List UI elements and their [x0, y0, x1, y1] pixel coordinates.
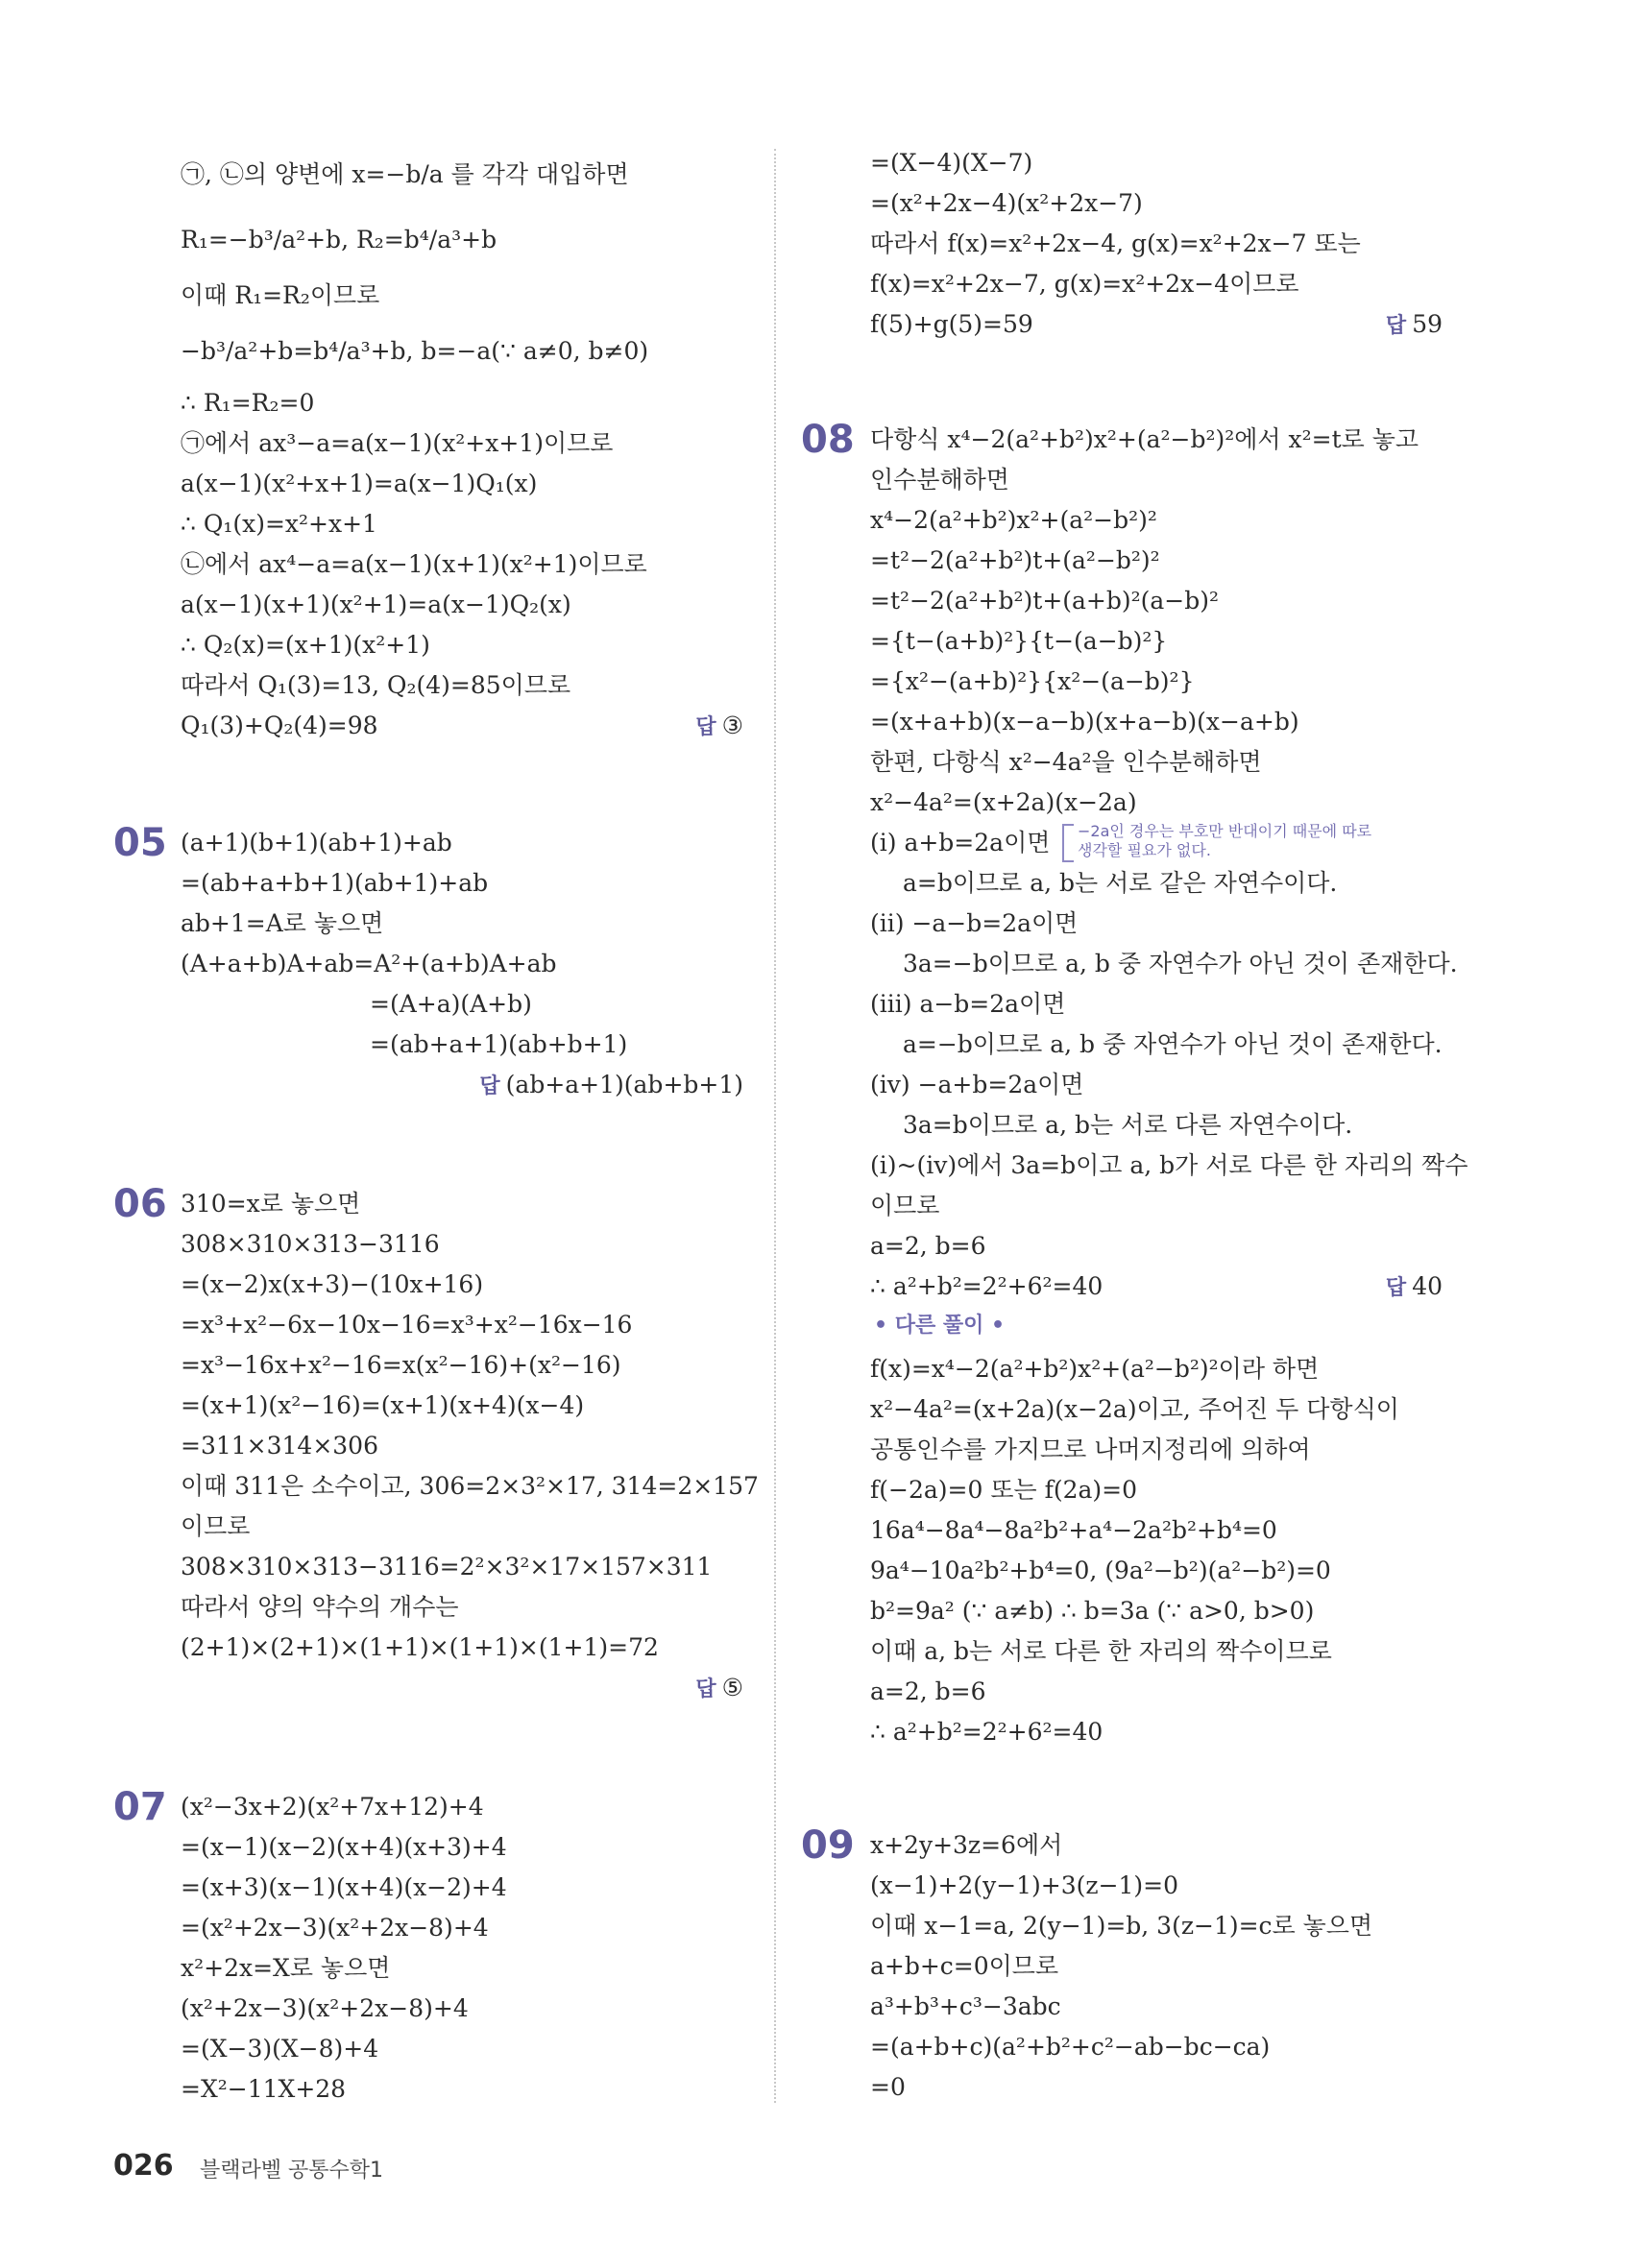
answer-value: 40: [1412, 1272, 1443, 1300]
answer-box: [1386, 309, 1443, 342]
solution-line: =(x−1)(x−2)(x+4)(x+3)+4: [181, 1833, 507, 1861]
solution-line: 이때 x−1=a, 2(y−1)=b, 3(z−1)=c로 놓으면: [870, 1912, 1373, 1940]
solution-line: =(ab+a+1)(ab+b+1): [370, 1030, 628, 1058]
book-title: 블랙라벨 공통수학1: [200, 2159, 384, 2183]
solution-line: =0: [870, 2073, 906, 2101]
solution-line: f(x)=x⁴−2(a²+b²)x²+(a²−b²)²이라 하면: [870, 1355, 1320, 1383]
problem-number: 07: [113, 1785, 167, 1829]
note-bracket: [1062, 824, 1074, 862]
answer-label: 답: [1385, 1276, 1407, 1300]
solution-line: f(−2a)=0 또는 f(2a)=0: [870, 1476, 1137, 1504]
solution-line: (ⅰ)~(ⅳ)에서 3a=b이고 a, b가 서로 다른 한 자리의 짝수: [870, 1151, 1468, 1179]
case-line: (ⅱ) −a−b=2a이면: [870, 909, 1079, 937]
solution-line: x⁴−2(a²+b²)x²+(a²−b²)²: [870, 506, 1157, 534]
solution-line: 공통인수를 가지므로 나머지정리에 의하여: [870, 1436, 1311, 1463]
problem-number: 06: [113, 1182, 167, 1226]
solution-line: 한편, 다항식 x²−4a²을 인수분해하면: [870, 748, 1262, 776]
intro-line: a(x−1)(x²+x+1)=a(x−1)Q₁(x): [181, 470, 538, 497]
problem-number: 05: [113, 821, 167, 865]
solution-line: 9a⁴−10a²b²+b⁴=0, (9a²−b²)(a²−b²)=0: [870, 1556, 1331, 1584]
column-divider: [774, 149, 776, 2103]
solution-line: =(x+3)(x−1)(x+4)(x−2)+4: [181, 1873, 507, 1901]
case-line: (ⅲ) a−b=2a이면: [870, 990, 1066, 1018]
intro-line: 따라서 Q₁(3)=13, Q₂(4)=85이므로: [181, 671, 571, 699]
solution-line: 따라서 양의 약수의 개수는: [181, 1593, 459, 1621]
solution-line: =311×314×306: [181, 1432, 378, 1460]
solution-line: x²−4a²=(x+2a)(x−2a): [870, 788, 1137, 816]
intro-line: ㉡에서 ax⁴−a=a(x−1)(x+1)(x²+1)이므로: [181, 550, 647, 578]
answer-value: ⑤: [721, 1674, 743, 1701]
solution-line: (x−1)+2(y−1)+3(z−1)=0: [870, 1871, 1179, 1899]
answer-value: (ab+a+1)(ab+b+1): [505, 1071, 743, 1098]
solution-line: (a+1)(b+1)(ab+1)+ab: [181, 829, 452, 857]
answer-box: [1386, 1271, 1443, 1304]
solution-line: =(x−2)x(x+3)−(10x+16): [181, 1270, 484, 1298]
solution-line: 다항식 x⁴−2(a²+b²)x²+(a²−b²)²에서 x²=t로 놓고: [870, 425, 1419, 453]
solution-line: =(x²+2x−3)(x²+2x−8)+4: [181, 1914, 489, 1942]
solution-line: f(5)+g(5)=59: [870, 310, 1033, 338]
case-line: (ⅰ) a+b=2a이면: [870, 829, 1051, 857]
solution-line: =(X−3)(X−8)+4: [181, 2035, 379, 2063]
solution-line: 이므로: [870, 1192, 940, 1219]
intro-line: ㉠, ㉡의 양변에 x=−b/a 를 각각 대입하면: [181, 160, 629, 188]
intro-line: ∴ Q₂(x)=(x+1)(x²+1): [181, 631, 430, 659]
solution-line: =(x+1)(x²−16)=(x+1)(x+4)(x−4): [181, 1391, 585, 1419]
solution-line: =(ab+a+b+1)(ab+1)+ab: [181, 869, 489, 897]
answer-box: [695, 711, 743, 743]
alternative-solution-title: • 다른 풀이 •: [874, 1314, 1006, 1338]
solution-line: =(x²+2x−4)(x²+2x−7): [870, 189, 1143, 217]
solution-line: ={x²−(a+b)²}{x²−(a−b)²}: [870, 667, 1195, 695]
solution-line: =(x+a+b)(x−a−b)(x+a−b)(x−a+b): [870, 708, 1299, 736]
solution-line: =t²−2(a²+b²)t+(a+b)²(a−b)²: [870, 587, 1220, 615]
solution-line: 308×310×313−3116=2²×3²×17×157×311: [181, 1553, 713, 1580]
page-number: 026: [113, 2149, 174, 2183]
solution-line: x+2y+3z=6에서: [870, 1831, 1063, 1859]
side-note: 생각할 필요가 없다.: [1078, 841, 1211, 859]
answer-box: [695, 1673, 743, 1705]
problem-number: 09: [801, 1823, 855, 1868]
solution-line: =x³−16x+x²−16=x(x²−16)+(x²−16): [181, 1351, 621, 1379]
solution-line: x²+2x=X로 놓으면: [181, 1954, 391, 1982]
solution-line: a+b+c=0이므로: [870, 1952, 1059, 1980]
solution-line: =(X−4)(X−7): [870, 149, 1033, 177]
solution-line: 308×310×313−3116: [181, 1230, 440, 1258]
solution-line: a³+b³+c³−3abc: [870, 1992, 1061, 2020]
solution-line: 3a=b이므로 a, b는 서로 다른 자연수이다.: [903, 1111, 1353, 1139]
answer-label: 답: [479, 1074, 500, 1098]
intro-line: 이때 R₁=R₂이므로: [181, 281, 380, 309]
solution-line: a=−b이므로 a, b 중 자연수가 아닌 것이 존재한다.: [903, 1030, 1443, 1058]
solution-line: x²−4a²=(x+2a)(x−2a)이고, 주어진 두 다항식이: [870, 1395, 1399, 1423]
solution-line: ab+1=A로 놓으면: [181, 909, 384, 937]
problem-number: 08: [801, 418, 855, 462]
answer-label: 답: [695, 1677, 716, 1701]
side-note: −2a인 경우는 부호만 반대이기 때문에 따로: [1078, 822, 1372, 840]
solution-line: 310=x로 놓으면: [181, 1190, 361, 1218]
answer-label: 답: [695, 715, 716, 739]
solution-line: ={t−(a+b)²}{t−(a−b)²}: [870, 627, 1168, 655]
answer-value: 59: [1412, 310, 1443, 338]
solution-line: ∴ a²+b²=2²+6²=40: [870, 1272, 1104, 1300]
intro-line: ∴ R₁=R₂=0: [181, 389, 315, 417]
solution-line: =X²−11X+28: [181, 2075, 347, 2103]
intro-line: ∴ Q₁(x)=x²+x+1: [181, 510, 377, 538]
solution-line: 3a=−b이므로 a, b 중 자연수가 아닌 것이 존재한다.: [903, 950, 1458, 977]
solution-line: 16a⁴−8a⁴−8a²b²+a⁴−2a²b²+b⁴=0: [870, 1516, 1277, 1544]
answer-value: ③: [721, 712, 743, 739]
solution-line: =t²−2(a²+b²)t+(a²−b²)²: [870, 546, 1160, 574]
case-line: (ⅳ) −a+b=2a이면: [870, 1071, 1084, 1098]
answer-box: [479, 1070, 743, 1102]
solution-line: (A+a+b)A+ab=A²+(a+b)A+ab: [181, 950, 557, 977]
solution-line: =(a+b+c)(a²+b²+c²−ab−bc−ca): [870, 2033, 1271, 2061]
intro-line: ㉠에서 ax³−a=a(x−1)(x²+x+1)이므로: [181, 429, 614, 457]
solution-line: a=2, b=6: [870, 1232, 986, 1260]
solution-line: =(A+a)(A+b): [370, 990, 532, 1018]
solution-line: 이므로: [181, 1512, 251, 1540]
solution-line: 인수분해하면: [870, 466, 1009, 494]
solution-line: a=b이므로 a, b는 서로 같은 자연수이다.: [903, 869, 1338, 897]
solution-line: =x³+x²−6x−10x−16=x³+x²−16x−16: [181, 1311, 633, 1339]
solution-line: b²=9a² (∵ a≠b) ∴ b=3a (∵ a>0, b>0): [870, 1597, 1315, 1625]
solution-line: a=2, b=6: [870, 1677, 986, 1705]
answer-label: 답: [1385, 314, 1407, 338]
solution-line: 이때 311은 소수이고, 306=2×3²×17, 314=2×157: [181, 1472, 759, 1500]
solution-line: ∴ a²+b²=2²+6²=40: [870, 1718, 1104, 1746]
solution-line: 따라서 f(x)=x²+2x−4, g(x)=x²+2x−7 또는: [870, 229, 1361, 257]
solution-line: (2+1)×(2+1)×(1+1)×(1+1)×(1+1)=72: [181, 1633, 659, 1661]
solution-line: f(x)=x²+2x−7, g(x)=x²+2x−4이므로: [870, 270, 1299, 298]
solution-line: (x²+2x−3)(x²+2x−8)+4: [181, 1994, 469, 2022]
intro-line: Q₁(3)+Q₂(4)=98: [181, 712, 378, 739]
solution-line: (x²−3x+2)(x²+7x+12)+4: [181, 1793, 484, 1821]
solution-line: 이때 a, b는 서로 다른 한 자리의 짝수이므로: [870, 1637, 1332, 1665]
intro-line: a(x−1)(x+1)(x²+1)=a(x−1)Q₂(x): [181, 591, 571, 618]
intro-line: −b³/a²+b=b⁴/a³+b, b=−a(∵ a≠0, b≠0): [181, 337, 649, 365]
intro-line: R₁=−b³/a²+b, R₂=b⁴/a³+b: [181, 226, 497, 253]
